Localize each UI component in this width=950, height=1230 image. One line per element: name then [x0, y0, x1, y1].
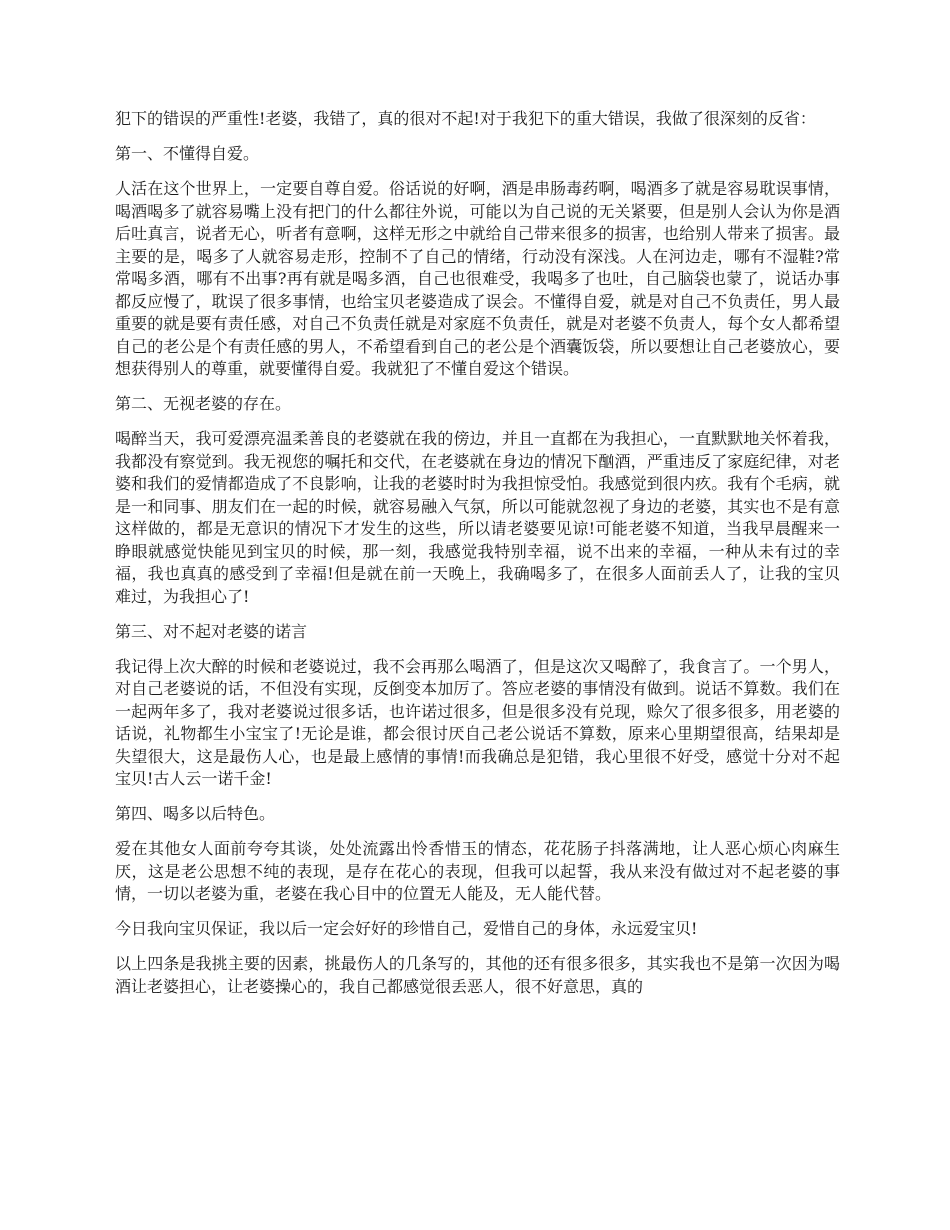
paragraph-point-one: 人活在这个世界上，一定要自尊自爱。俗话说的好啊，酒是串肠毒药啊，喝酒多了就是容易耽误事情，喝酒喝多了就容易嘴上没有把门的什么都往外说，可能以为自己说的无关紧要，但是别人会认为你是酒后吐真言，说者无心，听者有意啊，这样无形之中就给自己带来很多的损害，也给别人带来了损害。最主要的是，喝多了人就容易走形，控制不了自己的情绪，行动没有深浅。人在河边走，哪有不湿鞋?常常喝多酒，哪有不出事?再有就是喝多酒，自己也很难受，我喝多了也吐，自己脑袋也蒙了，说话办事都反应慢了，耽误了很多事情，也给宝贝老婆造成了误会。不懂得自爱，就是对自己不负责任，男人最重要的就是要有责任感，对自己不负责任就是对家庭不负责任，就是对老婆不负责人，每个女人都希望自己的老公是个有责任感的男人，不希望看到自己的老公是个酒囊饭袋，所以要想让自己老婆放心，要想获得别人的尊重，就要懂得自爱。我就犯了不懂自爱这个错误。 [115, 179, 840, 378]
paragraph-point-three: 我记得上次大醉的时候和老婆说过，我不会再那么喝酒了，但是这次又喝醉了，我食言了。一个男人，对自己老婆说的话，不但没有实现，反倒变本加厉了。答应老婆的事情没有做到。说话不算数。我们在一起两年多了，我对老婆说过很多话，也许诺过很多，但是很多没有兑现，赊欠了很多很多，用老婆的话说，礼物都生小宝宝了!无论是谁，都会很讨厌自己老公说话不算数，原来心里期望很高，结果却是失望很大，这是最伤人心，也是最上感情的事情!而我确总是犯错，我心里很不好受，感觉十分对不起宝贝!古人云一诺千金! [115, 656, 840, 788]
heading-point-two: 第二、无视老婆的存在。 [115, 394, 292, 413]
paragraph-point-four: 爱在其他女人面前夸夸其谈，处处流露出怜香惜玉的情态，花花肠子抖落满地，让人恶心烦心肉麻生厌，这是老公思想不纯的表现，是存在花心的表现，但我可以起誓，我从来没有做过对不起老婆的事情，一切以老婆为重，老婆在我心目中的位置无人能及，无人能代替。 [115, 839, 840, 903]
heading-point-four: 第四、喝多以后特色。 [115, 804, 276, 823]
paragraph-point-two: 喝醉当天，我可爱漂亮温柔善良的老婆就在我的傍边，并且一直都在为我担心，一直默默地关怀着我，我都没有察觉到。我无视您的嘱托和交代，在老婆就在身边的情况下酗酒，严重违反了家庭纪律，对老婆和我们的爱情都造成了不良影响，让我的老婆时时为我担惊受怕。我感觉到很内疚。我有个毛病，就是一和同事、朋友们在一起的时候，就容易融入气氛，所以可能就忽视了身边的老婆，其实也不是有意这样做的，都是无意识的情况下才发生的这些，所以请老婆要见谅!可能老婆不知道，当我早晨醒来一睁眼就感觉快能见到宝贝的时候，那一刻，我感觉我特别幸福，说不出来的幸福，一种从未有过的幸福，我也真真的感受到了幸福!但是就在前一天晚上，我确喝多了，在很多人面前丢人了，让我的宝贝难过，为我担心了! [115, 429, 840, 606]
document-page [115, 108, 840, 1011]
heading-point-one: 第一、不懂得自爱。 [115, 144, 260, 163]
paragraph-intro: 犯下的错误的严重性!老婆，我错了，真的很对不起!对于我犯下的重大错误，我做了很深刻的反省： [115, 109, 816, 128]
heading-point-three: 第三、对不起对老婆的诺言 [115, 621, 308, 641]
paragraph-promise: 今日我向宝贝保证，我以后一定会好好的珍惜自己，爱惜自己的身体，永远爱宝贝! [115, 919, 698, 938]
paragraph-closing: 以上四条是我挑主要的因素，挑最伤人的几条写的，其他的还有很多很多，其实我也不是第一次因为喝酒让老婆担心，让老婆操心的，我自己都感觉很丢恶人，很不好意思，真的 [115, 954, 840, 996]
